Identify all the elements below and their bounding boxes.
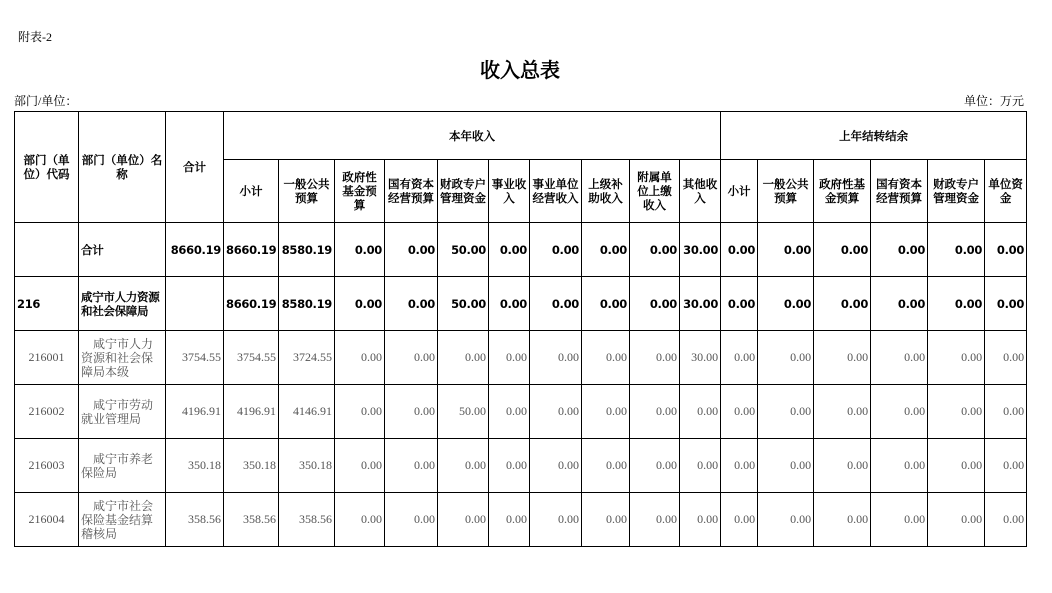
cell-carry: 0.00 [871, 277, 928, 331]
table-row [15, 385, 1027, 439]
cell-name: 咸宁市劳动就业管理局 [79, 385, 166, 439]
header-carry-col: 政府性基金预算 [814, 160, 871, 223]
cell-current: 0.00 [582, 439, 630, 493]
header-name: 部门（单位）名称 [79, 112, 166, 223]
cell-carry: 0.00 [985, 385, 1027, 439]
cell-current: 0.00 [630, 277, 680, 331]
cell-current: 0.00 [438, 493, 489, 547]
cell-code: 216004 [15, 493, 79, 547]
cell-current: 0.00 [630, 331, 680, 385]
cell-carry: 0.00 [758, 439, 814, 493]
cell-name: 咸宁市人力资源和社会保障局 [79, 277, 166, 331]
cell-carry: 0.00 [871, 493, 928, 547]
dept-label: 部门/单位： [14, 94, 78, 108]
table-row [15, 439, 1027, 493]
header-current-col: 财政专户管理资金 [438, 160, 489, 223]
cell-current: 0.00 [385, 223, 438, 277]
header-current-col: 上级补助收入 [582, 160, 630, 223]
cell-carry: 0.00 [985, 331, 1027, 385]
cell-carry: 0.00 [814, 385, 871, 439]
cell-carry: 0.00 [928, 493, 985, 547]
income-summary-table [14, 111, 1027, 547]
header-carry-col: 单位资金 [985, 160, 1027, 223]
attachment-label: 附表-2 [18, 30, 52, 44]
cell-carry: 0.00 [721, 277, 758, 331]
cell-current: 0.00 [438, 439, 489, 493]
cell-carry: 0.00 [721, 439, 758, 493]
cell-carry: 0.00 [985, 439, 1027, 493]
cell-carry: 0.00 [758, 331, 814, 385]
cell-total: 358.56 [166, 493, 224, 547]
cell-current: 0.00 [335, 331, 385, 385]
cell-current: 30.00 [680, 223, 721, 277]
cell-carry: 0.00 [814, 331, 871, 385]
cell-current: 0.00 [530, 439, 582, 493]
cell-current: 0.00 [335, 493, 385, 547]
cell-carry: 0.00 [758, 493, 814, 547]
header-current-col: 附属单位上缴收入 [630, 160, 680, 223]
cell-current: 4196.91 [224, 385, 279, 439]
header-current-col: 政府性基金预算 [335, 160, 385, 223]
cell-carry: 0.00 [814, 277, 871, 331]
cell-current: 0.00 [630, 439, 680, 493]
cell-current: 3754.55 [224, 331, 279, 385]
cell-current: 0.00 [335, 439, 385, 493]
cell-carry: 0.00 [721, 493, 758, 547]
table-row [15, 331, 1027, 385]
cell-current: 350.18 [279, 439, 335, 493]
cell-current: 0.00 [335, 385, 385, 439]
cell-current: 0.00 [680, 439, 721, 493]
cell-carry: 0.00 [985, 223, 1027, 277]
cell-total: 4196.91 [166, 385, 224, 439]
cell-total: 350.18 [166, 439, 224, 493]
cell-current: 0.00 [385, 385, 438, 439]
cell-current: 0.00 [489, 493, 530, 547]
cell-current: 0.00 [630, 385, 680, 439]
cell-current: 0.00 [385, 439, 438, 493]
cell-carry: 0.00 [928, 439, 985, 493]
cell-current: 0.00 [530, 385, 582, 439]
header-current-col: 事业收入 [489, 160, 530, 223]
cell-total: 8660.19 [166, 223, 224, 277]
cell-carry: 0.00 [928, 331, 985, 385]
cell-carry: 0.00 [871, 331, 928, 385]
cell-current: 8660.19 [224, 223, 279, 277]
table-row [15, 223, 1027, 277]
cell-current: 0.00 [582, 223, 630, 277]
cell-current: 0.00 [582, 331, 630, 385]
cell-carry: 0.00 [758, 385, 814, 439]
cell-carry: 0.00 [985, 493, 1027, 547]
cell-carry: 0.00 [871, 439, 928, 493]
cell-carry: 0.00 [871, 223, 928, 277]
cell-carry: 0.00 [928, 385, 985, 439]
cell-current: 0.00 [680, 385, 721, 439]
table-row [15, 277, 1027, 331]
header-current-col: 事业单位经营收入 [530, 160, 582, 223]
cell-carry: 0.00 [721, 331, 758, 385]
cell-current: 0.00 [489, 331, 530, 385]
cell-carry: 0.00 [721, 385, 758, 439]
header-carry-over: 上年结转结余 [721, 112, 1027, 160]
cell-current: 0.00 [680, 493, 721, 547]
cell-current: 50.00 [438, 277, 489, 331]
cell-current: 8580.19 [279, 277, 335, 331]
cell-current: 0.00 [630, 223, 680, 277]
cell-code: 216002 [15, 385, 79, 439]
unit-label: 单位：万元 [963, 94, 1024, 108]
cell-code [15, 223, 79, 277]
header-total: 合计 [166, 112, 224, 223]
cell-current: 0.00 [530, 277, 582, 331]
cell-code: 216001 [15, 331, 79, 385]
cell-current: 0.00 [582, 493, 630, 547]
cell-current: 0.00 [530, 223, 582, 277]
cell-current: 0.00 [489, 277, 530, 331]
header-carry-col: 一般公共预算 [758, 160, 814, 223]
page-title: 收入总表 [480, 58, 560, 82]
cell-current: 0.00 [630, 493, 680, 547]
cell-current: 0.00 [335, 277, 385, 331]
cell-current: 3724.55 [279, 331, 335, 385]
cell-current: 358.56 [224, 493, 279, 547]
table-row [15, 493, 1027, 547]
cell-total [166, 277, 224, 331]
cell-current: 358.56 [279, 493, 335, 547]
table-body [15, 223, 1027, 547]
cell-current: 30.00 [680, 277, 721, 331]
cell-code: 216 [15, 277, 79, 331]
cell-carry: 0.00 [758, 277, 814, 331]
cell-current: 0.00 [489, 439, 530, 493]
cell-current: 0.00 [530, 331, 582, 385]
cell-current: 8660.19 [224, 277, 279, 331]
cell-current: 0.00 [385, 277, 438, 331]
cell-carry: 0.00 [928, 223, 985, 277]
header-current-year: 本年收入 [224, 112, 721, 160]
cell-carry: 0.00 [814, 439, 871, 493]
header-current-col: 国有资本经营预算 [385, 160, 438, 223]
cell-current: 30.00 [680, 331, 721, 385]
cell-name: 咸宁市养老保险局 [79, 439, 166, 493]
cell-current: 50.00 [438, 223, 489, 277]
cell-carry: 0.00 [928, 277, 985, 331]
cell-name: 咸宁市社会保险基金结算稽核局 [79, 493, 166, 547]
cell-current: 50.00 [438, 385, 489, 439]
cell-current: 8580.19 [279, 223, 335, 277]
cell-current: 350.18 [224, 439, 279, 493]
cell-carry: 0.00 [814, 223, 871, 277]
cell-name: 合计 [79, 223, 166, 277]
cell-name: 咸宁市人力资源和社会保障局本级 [79, 331, 166, 385]
cell-current: 0.00 [385, 493, 438, 547]
cell-carry: 0.00 [985, 277, 1027, 331]
cell-current: 0.00 [385, 331, 438, 385]
cell-carry: 0.00 [721, 223, 758, 277]
header-current-col: 一般公共预算 [279, 160, 335, 223]
header-current-col: 其他收入 [680, 160, 721, 223]
cell-code: 216003 [15, 439, 79, 493]
cell-current: 0.00 [438, 331, 489, 385]
cell-carry: 0.00 [758, 223, 814, 277]
cell-carry: 0.00 [814, 493, 871, 547]
cell-current: 0.00 [582, 385, 630, 439]
cell-current: 0.00 [489, 223, 530, 277]
cell-carry: 0.00 [871, 385, 928, 439]
cell-current: 0.00 [582, 277, 630, 331]
cell-current: 0.00 [530, 493, 582, 547]
header-carry-col: 小计 [721, 160, 758, 223]
cell-current: 0.00 [489, 385, 530, 439]
cell-current: 0.00 [335, 223, 385, 277]
cell-total: 3754.55 [166, 331, 224, 385]
header-code: 部门（单位）代码 [15, 112, 79, 223]
header-carry-col: 财政专户管理资金 [928, 160, 985, 223]
cell-current: 4146.91 [279, 385, 335, 439]
header-current-col: 小计 [224, 160, 279, 223]
header-carry-col: 国有资本经营预算 [871, 160, 928, 223]
